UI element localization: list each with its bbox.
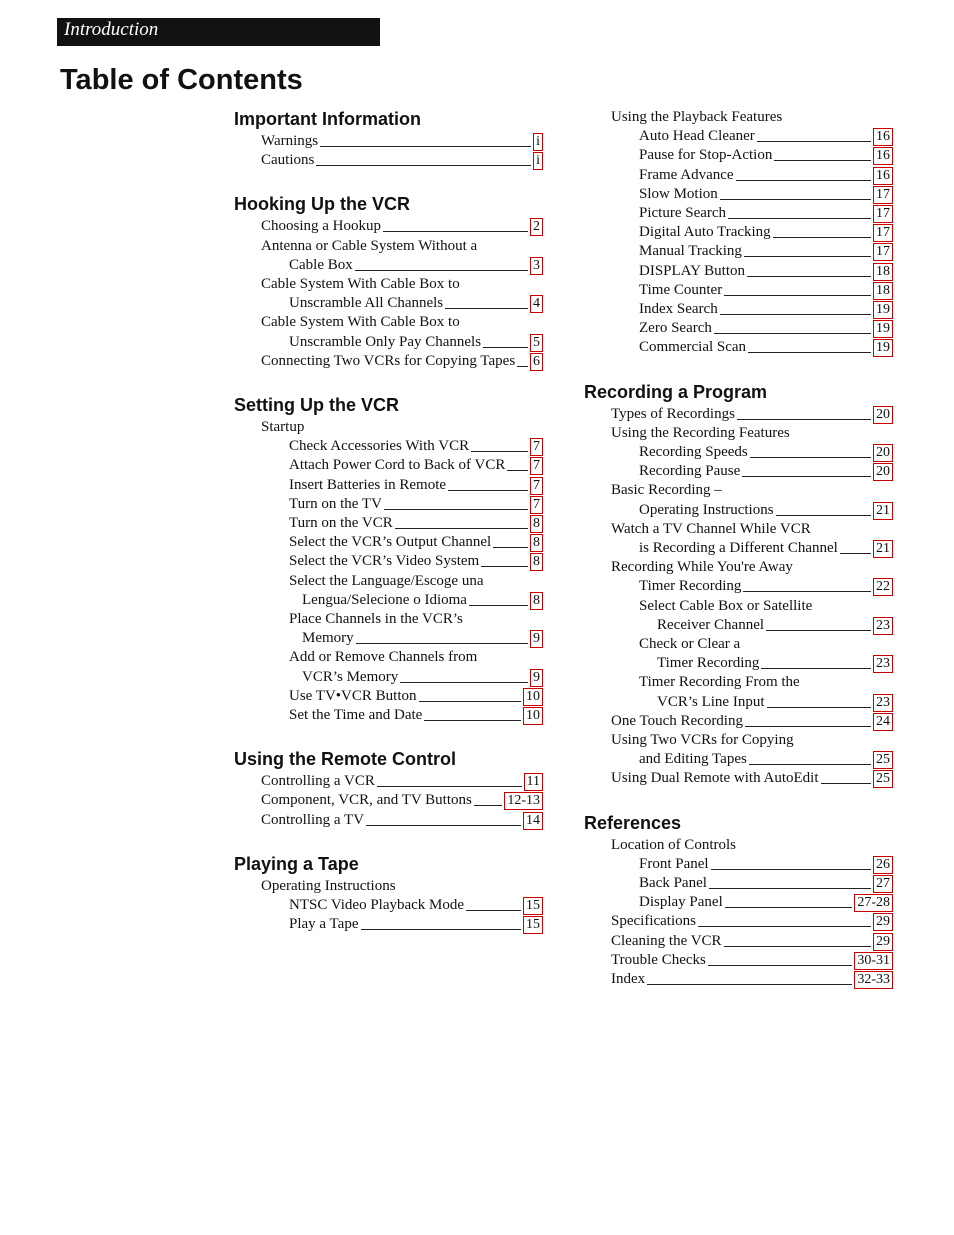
toc-subheading xyxy=(611,558,893,577)
leader-line xyxy=(724,295,871,296)
toc-entry xyxy=(289,552,543,571)
toc-entry xyxy=(261,151,543,170)
leader-line xyxy=(747,276,871,277)
page-number-link[interactable]: i xyxy=(533,133,543,151)
leader-line xyxy=(736,180,871,181)
toc-entry xyxy=(639,127,893,146)
page-number-link[interactable]: 18 xyxy=(873,282,893,300)
page-number-link[interactable]: 23 xyxy=(873,617,893,635)
page-number-link[interactable]: 20 xyxy=(873,444,893,462)
page-number-link[interactable]: 26 xyxy=(873,856,893,874)
toc-entry xyxy=(611,951,893,970)
toc-entry xyxy=(657,616,893,635)
toc-entry xyxy=(289,706,543,725)
page-number-link[interactable]: 27-28 xyxy=(854,894,893,912)
toc-entry-text: Recording Speeds xyxy=(639,444,748,460)
leader-line xyxy=(361,929,522,930)
leader-line xyxy=(761,668,871,669)
page-number-link[interactable]: 16 xyxy=(873,167,893,185)
toc-entry-text: Connecting Two VCRs for Copying Tapes xyxy=(261,352,516,369)
leader-line xyxy=(724,946,871,947)
page-number-link[interactable]: 10 xyxy=(523,707,543,725)
toc-subheading xyxy=(261,313,543,332)
toc-entry xyxy=(289,495,543,514)
toc-entry-text: Back Panel xyxy=(639,875,707,891)
page-number-link[interactable]: 23 xyxy=(873,694,893,712)
toc-subheading xyxy=(261,237,543,256)
toc-subheading xyxy=(289,610,543,629)
toc-entry-text: Index Search xyxy=(639,301,718,317)
toc-entry-text: Commercial Scan xyxy=(639,339,747,356)
toc-entry-text: Select the VCR’s Video System xyxy=(289,553,480,570)
toc-entry xyxy=(639,166,893,185)
page-number-link[interactable]: 32-33 xyxy=(854,971,893,989)
toc-entry-text: Cable System With Cable Box to xyxy=(261,276,460,292)
toc-subheading xyxy=(611,731,893,750)
leader-line xyxy=(708,965,852,966)
leader-line xyxy=(774,160,871,161)
leader-line xyxy=(424,720,521,721)
toc-entry-text: Cautions xyxy=(261,152,315,169)
toc-entry-text: Choosing a Hookup xyxy=(261,218,381,235)
page-number-link[interactable]: 29 xyxy=(873,933,893,951)
toc-entry-text: Antenna or Cable System Without a xyxy=(261,237,478,254)
leader-line xyxy=(767,707,872,708)
page-number-link[interactable]: 23 xyxy=(873,655,893,673)
section-heading: Important Information xyxy=(234,109,421,129)
page-number-link[interactable]: 21 xyxy=(873,540,893,558)
page-number-link[interactable]: 9 xyxy=(530,669,543,687)
page-number-link[interactable]: 15 xyxy=(523,916,543,934)
section-heading: Using the Remote Control xyxy=(234,749,457,770)
toc-entry-text: Unscramble All Channels xyxy=(289,295,444,312)
page-number-link[interactable]: 20 xyxy=(873,406,893,424)
toc-entry-text: Check Accessories With VCR xyxy=(289,438,470,455)
page-number-link[interactable]: 25 xyxy=(873,751,893,769)
page-number-link[interactable]: 30-31 xyxy=(854,952,893,970)
toc-entry xyxy=(261,791,543,810)
toc-entry xyxy=(639,185,893,204)
leader-line xyxy=(507,470,528,471)
leader-line xyxy=(493,547,528,548)
leader-line xyxy=(728,218,871,219)
toc-entry-text: Using the Recording Features xyxy=(611,424,790,441)
toc-entry xyxy=(289,915,543,934)
leader-line xyxy=(316,165,531,166)
toc-entry-text: Lengua/Selecione o Idioma xyxy=(302,591,467,608)
page-number-link[interactable]: 29 xyxy=(873,913,893,931)
toc-entry-text: Time Counter xyxy=(639,281,723,298)
toc-entry xyxy=(289,896,543,915)
toc-entry xyxy=(639,577,893,596)
toc-entry xyxy=(639,242,893,261)
toc-entry xyxy=(261,132,543,151)
toc-entry-text: Select Cable Box or Satellite xyxy=(639,597,813,614)
toc-entry-text: Cleaning the VCR xyxy=(611,932,722,949)
toc-entry xyxy=(289,476,543,495)
toc-entry-text: Timer Recording xyxy=(639,578,742,595)
toc-entry-text: Add or Remove Channels from xyxy=(289,649,478,666)
toc-entry-text: Front Panel xyxy=(639,855,709,872)
page-number-link[interactable]: 19 xyxy=(873,301,893,319)
toc-entry-text: Zero Search xyxy=(639,320,712,337)
toc-entry xyxy=(639,501,893,520)
toc-entry-text: Insert Batteries in Remote xyxy=(289,476,447,493)
toc-entry xyxy=(611,932,893,951)
page-number-link[interactable]: 15 xyxy=(523,897,543,915)
leader-line xyxy=(400,682,528,683)
toc-entry-text: Using Dual Remote with AutoEdit xyxy=(611,770,819,787)
page-number-link[interactable]: 6 xyxy=(530,353,543,371)
toc-entry-text: Timer Recording From the xyxy=(639,674,800,691)
toc-entry xyxy=(289,437,543,456)
toc-entry-text: Display Panel xyxy=(639,894,723,911)
toc-entry-text: Picture Search xyxy=(639,205,727,221)
toc-entry xyxy=(657,693,893,712)
page-number-link[interactable]: 25 xyxy=(873,770,893,788)
toc-subheading xyxy=(289,648,543,667)
leader-line xyxy=(698,926,871,927)
toc-entry-text: Auto Head Cleaner xyxy=(639,128,755,145)
toc-entry xyxy=(261,811,543,830)
toc-subheading xyxy=(611,836,893,855)
toc-entry xyxy=(302,591,543,610)
page-number-link[interactable]: 8 xyxy=(530,534,543,552)
leader-line xyxy=(766,630,871,631)
toc-entry-text: Component, VCR, and TV Buttons xyxy=(261,792,472,809)
page-number-link[interactable]: 22 xyxy=(873,578,893,596)
toc-subheading xyxy=(261,275,543,294)
toc-subheading xyxy=(611,520,893,539)
toc-entry xyxy=(261,352,543,371)
toc-entry-text: Frame Advance xyxy=(639,166,734,183)
page-number-link[interactable]: 7 xyxy=(530,496,543,514)
toc-entry-text: Manual Tracking xyxy=(639,243,742,260)
toc-entry-text: Place Channels in the VCR’s xyxy=(289,611,463,627)
page-number-link[interactable]: 24 xyxy=(873,713,893,731)
page-number-link[interactable]: 3 xyxy=(530,257,543,275)
page-number-link[interactable]: 7 xyxy=(530,457,543,475)
toc-subheading xyxy=(639,673,893,692)
page-number-link[interactable]: 2 xyxy=(530,218,543,236)
toc-entry xyxy=(611,912,893,931)
toc-entry xyxy=(289,687,543,706)
toc-entry-text: Set the Time and Date xyxy=(289,707,423,723)
toc-entry xyxy=(639,539,893,558)
leader-line xyxy=(356,643,528,644)
toc-entry-text: Using the Playback Features xyxy=(611,109,783,125)
leader-line xyxy=(720,314,871,315)
leader-line xyxy=(776,515,871,516)
toc-subheading xyxy=(639,635,893,654)
toc-entry xyxy=(289,514,543,533)
leader-line xyxy=(749,764,871,765)
toc-entry-text: Check or Clear a xyxy=(639,636,741,652)
toc-entry xyxy=(639,262,893,281)
toc-entry-text: Digital Auto Tracking xyxy=(639,224,771,241)
leader-line xyxy=(773,237,871,238)
toc-entry-text: Operating Instructions xyxy=(261,877,396,894)
leader-line xyxy=(748,352,871,353)
toc-subheading xyxy=(261,418,543,437)
leader-line xyxy=(471,451,528,452)
page-number-link[interactable]: 8 xyxy=(530,515,543,533)
toc-entry xyxy=(639,750,893,769)
leader-line xyxy=(377,786,522,787)
leader-line xyxy=(750,457,871,458)
toc-entry-text: NTSC Video Playback Mode xyxy=(289,897,465,913)
toc-entry xyxy=(639,223,893,242)
page-number-link[interactable]: 17 xyxy=(873,224,893,242)
toc-entry-text: Timer Recording xyxy=(657,655,760,672)
page-number-link[interactable]: 8 xyxy=(530,592,543,610)
leader-line xyxy=(395,528,528,529)
toc-entry-text: Receiver Channel xyxy=(657,616,765,633)
leader-line xyxy=(757,141,871,142)
page-title: Table of Contents xyxy=(60,64,303,96)
toc-entry-text: DISPLAY Button xyxy=(639,262,745,279)
leader-line xyxy=(483,347,528,348)
toc-entry-text: Controlling a TV xyxy=(261,811,365,828)
section-heading: Setting Up the VCR xyxy=(234,395,399,415)
page-number-link[interactable]: 11 xyxy=(524,773,543,791)
toc-entry xyxy=(639,443,893,462)
toc-subheading xyxy=(611,424,893,443)
toc-entry-text: Use TV•VCR Button xyxy=(289,687,417,704)
toc-entry xyxy=(289,294,543,313)
toc-entry-text: Play a Tape xyxy=(289,916,359,933)
toc-entry xyxy=(639,319,893,338)
section-heading: Playing a Tape xyxy=(234,853,359,874)
toc-entry-text: Index xyxy=(611,971,646,987)
toc-entry-text: VCR’s Line Input xyxy=(657,693,765,710)
toc-entry-text: Attach Power Cord to Back of VCR xyxy=(289,457,506,474)
leader-line xyxy=(481,566,528,567)
leader-line xyxy=(445,308,528,309)
page-number-link[interactable]: 21 xyxy=(873,502,893,520)
page-number-link[interactable]: 12-13 xyxy=(504,792,543,810)
leader-line xyxy=(720,199,871,200)
toc-entry xyxy=(611,970,893,989)
page-number-link[interactable]: 5 xyxy=(530,334,543,352)
page-number-link[interactable]: 27 xyxy=(873,875,893,893)
toc-entry-text: Warnings xyxy=(261,133,319,149)
toc-entry-text: Memory xyxy=(302,630,354,647)
leader-line xyxy=(742,476,871,477)
leader-line xyxy=(737,419,871,420)
toc-entry-text: Select the VCR’s Output Channel xyxy=(289,534,492,551)
leader-line xyxy=(366,825,521,826)
toc-entry-text: Recording While You're Away xyxy=(611,559,793,576)
leader-line xyxy=(384,509,528,510)
toc-entry-text: Types of Recordings xyxy=(611,405,735,422)
leader-line xyxy=(419,701,522,702)
toc-entry-text: VCR’s Memory xyxy=(302,668,399,685)
leader-line xyxy=(466,910,521,911)
toc-entry-text: Operating Instructions xyxy=(639,501,774,518)
toc-subheading xyxy=(639,597,893,616)
toc-entry xyxy=(639,204,893,223)
leader-line xyxy=(474,805,502,806)
page-number-link[interactable]: 7 xyxy=(530,438,543,456)
toc-entry xyxy=(611,405,893,424)
toc-entry-text: Recording Pause xyxy=(639,463,741,480)
leader-line xyxy=(355,270,528,271)
toc-subheading xyxy=(261,877,543,896)
toc-entry-text: Cable Box xyxy=(289,256,353,273)
page-number-link[interactable]: 18 xyxy=(873,263,893,281)
leader-line xyxy=(743,591,871,592)
toc-entry-text: Location of Controls xyxy=(611,836,736,853)
toc-entry xyxy=(639,855,893,874)
leader-line xyxy=(745,726,871,727)
toc-entry-text: Slow Motion xyxy=(639,185,718,202)
page-number-link[interactable]: 4 xyxy=(530,295,543,313)
toc-entry xyxy=(611,712,893,731)
page-number-link[interactable]: 17 xyxy=(873,186,893,204)
leader-line xyxy=(725,907,853,908)
leader-line xyxy=(647,984,852,985)
toc-entry-text: Startup xyxy=(261,419,305,435)
toc-entry xyxy=(261,772,543,791)
toc-entry-text: Watch a TV Channel While VCR xyxy=(611,520,811,537)
page-number-link[interactable]: 7 xyxy=(530,477,543,495)
section-heading: References xyxy=(584,812,682,833)
toc-entry-text: Basic Recording – xyxy=(611,482,722,499)
page-number-link[interactable]: 16 xyxy=(873,128,893,146)
leader-line xyxy=(821,783,872,784)
page-number-link[interactable]: i xyxy=(533,152,543,170)
toc-entry xyxy=(639,338,893,357)
leader-line xyxy=(744,256,871,257)
leader-line xyxy=(517,366,528,367)
toc-entry-text: Unscramble Only Pay Channels xyxy=(289,333,482,350)
section-header-label: Introduction xyxy=(64,19,159,40)
toc-entry-text: One Touch Recording xyxy=(611,712,743,729)
toc-subheading xyxy=(289,572,543,591)
toc-entry xyxy=(289,456,543,475)
toc-entry xyxy=(289,533,543,552)
toc-subheading xyxy=(611,108,893,127)
toc-entry xyxy=(639,462,893,481)
toc-entry xyxy=(611,769,893,788)
toc-entry xyxy=(302,668,543,687)
toc-entry-text: and Editing Tapes xyxy=(639,751,747,768)
leader-line xyxy=(448,490,528,491)
leader-line xyxy=(383,231,528,232)
toc-entry xyxy=(639,281,893,300)
page-number-link[interactable]: 8 xyxy=(530,553,543,571)
page-number-link[interactable]: 20 xyxy=(873,463,893,481)
page-number-link[interactable]: 10 xyxy=(523,688,543,706)
page-number-link[interactable]: 16 xyxy=(873,147,893,165)
leader-line xyxy=(840,553,871,554)
toc-entry-text: Turn on the TV xyxy=(289,495,382,512)
toc-entry xyxy=(261,217,543,236)
leader-line xyxy=(714,333,871,334)
toc-entry xyxy=(639,874,893,893)
toc-entry xyxy=(657,654,893,673)
toc-entry-text: Trouble Checks xyxy=(611,951,706,968)
toc-entry xyxy=(302,629,543,648)
page-number-link[interactable]: 17 xyxy=(873,243,893,261)
leader-line xyxy=(469,605,528,606)
section-heading: Hooking Up the VCR xyxy=(234,194,410,215)
page-number-link[interactable]: 19 xyxy=(873,339,893,357)
section-heading: Recording a Program xyxy=(584,381,768,402)
toc-entry xyxy=(639,146,893,165)
page-number-link[interactable]: 19 xyxy=(873,320,893,338)
toc-entry-text: Select the Language/Escoge una xyxy=(289,572,484,589)
toc-entry xyxy=(639,300,893,319)
toc-entry-text: Pause for Stop-Action xyxy=(639,147,773,164)
toc-entry-text: Using Two VCRs for Copying xyxy=(611,732,794,748)
toc-subheading xyxy=(611,481,893,500)
toc-entry-text: Specifications xyxy=(611,913,696,930)
section-header-bar xyxy=(57,18,380,46)
toc-entry xyxy=(289,256,543,275)
toc-entry xyxy=(639,893,893,912)
leader-line xyxy=(709,888,871,889)
toc-entry xyxy=(289,333,543,352)
toc-entry-text: Cable System With Cable Box to xyxy=(261,314,460,331)
leader-line xyxy=(711,869,871,870)
toc-entry-text: Turn on the VCR xyxy=(289,515,393,531)
toc-entry-text: is Recording a Different Channel xyxy=(639,540,838,556)
page-number-link[interactable]: 17 xyxy=(873,205,893,223)
toc-entry-text: Controlling a VCR xyxy=(261,773,375,790)
leader-line xyxy=(320,146,531,147)
page-number-link[interactable]: 14 xyxy=(523,812,543,830)
page-number-link[interactable]: 9 xyxy=(530,630,543,648)
